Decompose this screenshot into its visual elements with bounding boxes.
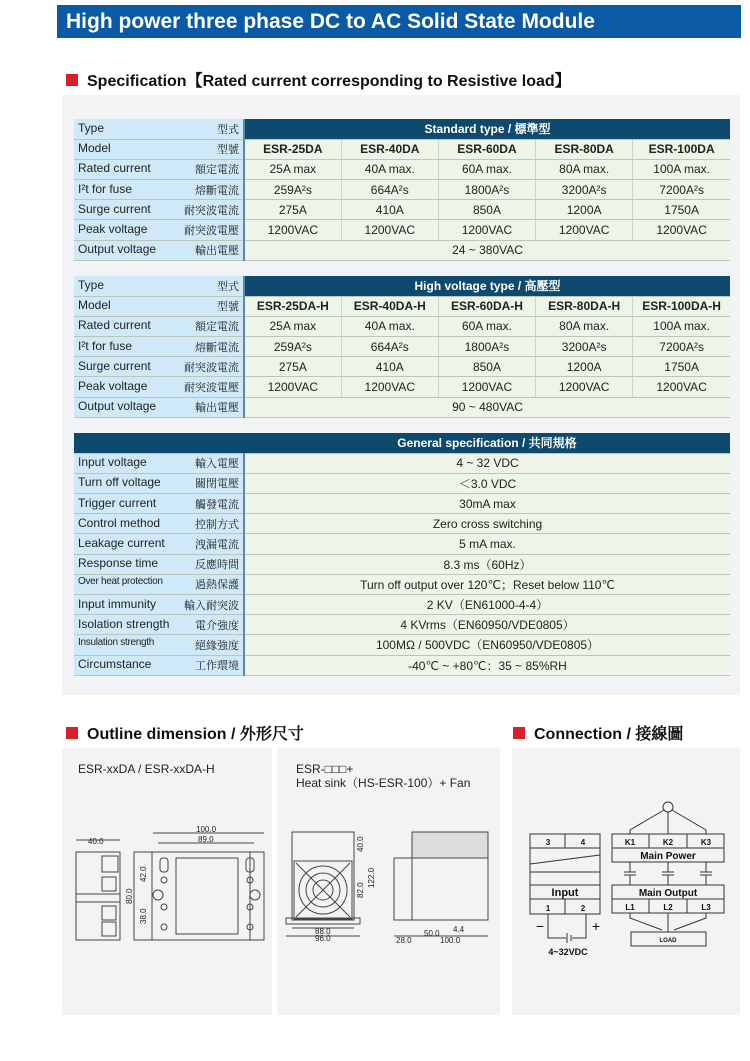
table-cell: 80A max. (536, 316, 633, 336)
table-cell: 60A max. (438, 159, 535, 179)
label-zh: 控制方式 (195, 518, 239, 531)
label-zh: 反應時間 (195, 559, 239, 572)
label-zh: 耐突波電流 (184, 204, 239, 217)
table-cell: 30mA max (244, 494, 730, 514)
table-cell: 4 KVrms（EN60950/VDE0805） (244, 615, 730, 635)
table-cell: 1200VAC (536, 377, 633, 397)
table-cell: 100A max. (633, 159, 730, 179)
label-en: Over heat protection (78, 576, 163, 588)
table-cell: 1200A (536, 357, 633, 377)
label-zh: 輸入電壓 (195, 458, 239, 471)
table-cell: ESR-80DA-H (536, 296, 633, 316)
table-cell: 5 mA max. (244, 534, 730, 554)
main-power-label: Main Power (640, 851, 696, 862)
table-cell: 25A max (244, 316, 341, 336)
label-zh: 工作環境 (195, 660, 239, 673)
label-zh: 熔斷電流 (195, 341, 239, 354)
label-en: I²t for fuse (78, 338, 133, 353)
plus-sign: + (591, 918, 601, 934)
table-cell: 60A max. (438, 316, 535, 336)
table-header: General specification / 共同規格 (244, 433, 730, 453)
table-cell: 275A (244, 357, 341, 377)
table-cell: ESR-80DA (536, 139, 633, 159)
label-zh: 型號 (217, 144, 239, 157)
table-cell: 100MΩ / 500VDC（EN60950/VDE0805） (244, 635, 730, 655)
dim-50: 50.0 (424, 929, 440, 938)
terminal-k1: K1 (624, 838, 636, 847)
label-en: Peak voltage (78, 379, 148, 394)
table-cell: 24 ~ 380VAC (244, 240, 730, 260)
terminal-l2: L2 (663, 903, 673, 912)
table-cell: 1200VAC (244, 377, 341, 397)
supply-voltage-label: 4~32VDC (548, 947, 588, 957)
label-zh: 型號 (217, 301, 239, 314)
terminal-k2: K2 (662, 838, 674, 847)
table-cell: 850A (438, 200, 535, 220)
label-en: Surge current (78, 201, 151, 216)
label-en: Insulation strength (78, 636, 155, 648)
terminal-l3: L3 (701, 903, 711, 912)
table-cell: ＜3.0 VDC (244, 473, 730, 493)
label-zh: 絕緣強度 (195, 639, 239, 652)
dim-38: 38.0 (139, 908, 148, 924)
label-zh: 熔斷電流 (195, 184, 239, 197)
outline-left-label: ESR-xxDA / ESR-xxDA-H (78, 762, 215, 776)
label-zh: 關閉電壓 (195, 478, 239, 491)
table-cell: 40A max. (341, 316, 438, 336)
label-en: Control method (78, 515, 161, 530)
terminal-2: 2 (580, 904, 586, 913)
table-cell: 4 ~ 32 VDC (244, 453, 730, 473)
label-zh: 觸發電流 (195, 498, 239, 511)
connection-labels (536, 838, 712, 957)
table-cell: 1800A²s (438, 337, 535, 357)
table-cell: 850A (438, 357, 535, 377)
outline-right-label1: ESR-□□□+ (296, 762, 354, 776)
label-en: Rated current (78, 161, 151, 176)
dim-100b: 100.0 (440, 936, 461, 945)
connection-diagram (530, 802, 724, 946)
dim-28: 28.0 (396, 936, 412, 945)
dim-40: 40.0 (88, 837, 104, 846)
dim-4-4: 4.4 (453, 925, 465, 934)
input-label: Input (551, 887, 579, 899)
table-cell: ESR-40DA (341, 139, 438, 159)
table-header: High voltage type / 高壓型 (244, 276, 730, 296)
label-zh: 型式 (217, 280, 239, 293)
dim-100: 100.0 (196, 825, 217, 834)
table-cell: 1200VAC (536, 220, 633, 240)
table-cell: 410A (341, 357, 438, 377)
table-cell: 25A max (244, 159, 341, 179)
terminal-3: 3 (545, 838, 551, 847)
label-en: Output voltage (78, 399, 157, 414)
table-cell: ESR-40DA-H (341, 296, 438, 316)
label-en: Leakage current (78, 536, 165, 551)
table-cell: 100A max. (633, 316, 730, 336)
table-cell: 1200VAC (633, 220, 730, 240)
terminal-l1: L1 (625, 903, 635, 912)
table-cell: ESR-100DA-H (633, 296, 730, 316)
label-en: Response time (78, 556, 159, 571)
table-cell: 259A²s (244, 180, 341, 200)
table-cell: Turn off output over 120℃；Reset below 110℃ (244, 574, 730, 594)
table-cell: 410A (341, 200, 438, 220)
dim-82: 82.0 (356, 882, 365, 898)
label-en: Model (78, 141, 111, 156)
table-cell: ESR-60DA (438, 139, 535, 159)
label-en: Turn off voltage (78, 475, 161, 490)
label-zh: 輸入耐突波 (184, 599, 239, 612)
table-cell: ESR-60DA-H (438, 296, 535, 316)
table-cell: 2 KV（EN61000-4-4） (244, 595, 730, 615)
outline-heading-text: Outline dimension / 外形尺寸 (87, 726, 304, 743)
label-zh: 額定電流 (195, 164, 239, 177)
table-cell: 90 ~ 480VAC (244, 397, 730, 417)
table-cell: 664A²s (341, 180, 438, 200)
minus-sign: − (535, 918, 545, 934)
label-zh: 過熱保護 (195, 579, 239, 592)
table-cell: 1200VAC (341, 220, 438, 240)
table-cell: 259A²s (244, 337, 341, 357)
terminal-k3: K3 (700, 838, 712, 847)
label-en: Trigger current (78, 495, 157, 510)
table-cell: 1200VAC (244, 220, 341, 240)
dim-40b: 40.0 (356, 836, 365, 852)
dim-89: 89.0 (198, 835, 214, 844)
connection-heading-text: Connection / 接線圖 (534, 726, 684, 743)
label-en: Input voltage (78, 455, 147, 470)
table-header: Standard type / 標準型 (244, 119, 730, 139)
label-zh: 型式 (217, 123, 239, 136)
table-cell: 7200A²s (633, 337, 730, 357)
dim-88: 88.0 (315, 927, 331, 936)
table-cell: ESR-25DA (244, 139, 341, 159)
label-en: Type (78, 277, 105, 292)
spec-heading-text: Specification【Rated current corresponding to Resistive load】 (87, 73, 571, 90)
label-zh: 耐突波電流 (184, 361, 239, 374)
label-en: Rated current (78, 318, 151, 333)
label-zh: 輸出電壓 (195, 245, 239, 258)
table-cell: -40℃ ~ +80℃：35 ~ 85%RH (244, 655, 730, 675)
dim-122: 122.0 (367, 867, 376, 888)
table-cell: 1200VAC (633, 377, 730, 397)
page-title: High power three phase DC to AC Solid State Module (57, 5, 741, 38)
table-cell: 1750A (633, 200, 730, 220)
table-cell: 275A (244, 200, 341, 220)
table-cell: 664A²s (341, 337, 438, 357)
load-label: LOAD (659, 938, 677, 944)
table-cell: 80A max. (536, 159, 633, 179)
label-zh: 輸出電壓 (195, 402, 239, 415)
table-cell: 1200VAC (341, 377, 438, 397)
label-zh: 耐突波電壓 (184, 225, 239, 238)
heatsink-front-view (286, 832, 360, 936)
label-en: Type (78, 120, 105, 135)
label-en: Surge current (78, 358, 151, 373)
module-top-view (134, 833, 264, 940)
label-en: Circumstance (78, 657, 152, 672)
table-cell: 3200A²s (536, 337, 633, 357)
label-en: Peak voltage (78, 222, 148, 237)
label-zh: 額定電流 (195, 321, 239, 334)
module-side-view (76, 840, 120, 940)
table-cell: 7200A²s (633, 180, 730, 200)
table-cell: ESR-25DA-H (244, 296, 341, 316)
terminal-1: 1 (545, 904, 551, 913)
label-en: Output voltage (78, 242, 157, 257)
table-cell: Zero cross switching (244, 514, 730, 534)
outline-right-label2: Heat sink（HS-ESR-100）+ Fan (296, 776, 471, 790)
table-cell: 40A max. (341, 159, 438, 179)
table-cell: 1800A²s (438, 180, 535, 200)
contact-symbols (624, 862, 712, 885)
label-en: Model (78, 298, 111, 313)
table-cell: ESR-100DA (633, 139, 730, 159)
dimension-labels (88, 825, 465, 945)
label-en: I²t for fuse (78, 181, 133, 196)
table-cell: 1750A (633, 357, 730, 377)
dim-96: 96.0 (315, 934, 331, 943)
terminal-4: 4 (580, 838, 586, 847)
main-output-label: Main Output (638, 888, 698, 899)
table-cell: 1200A (536, 200, 633, 220)
label-zh: 耐突波電壓 (184, 382, 239, 395)
label-en: Isolation strength (78, 616, 170, 631)
dim-42: 42.0 (139, 866, 148, 882)
heatsink-side-view (394, 832, 488, 936)
table-cell: 3200A²s (536, 180, 633, 200)
label-zh: 洩漏電流 (195, 539, 239, 552)
table-cell: 8.3 ms（60Hz） (244, 554, 730, 574)
table-cell: 1200VAC (438, 377, 535, 397)
label-en: Input immunity (78, 596, 157, 611)
dim-80: 80.0 (125, 888, 134, 904)
label-zh: 電介強度 (195, 619, 239, 632)
table-cell: 1200VAC (438, 220, 535, 240)
